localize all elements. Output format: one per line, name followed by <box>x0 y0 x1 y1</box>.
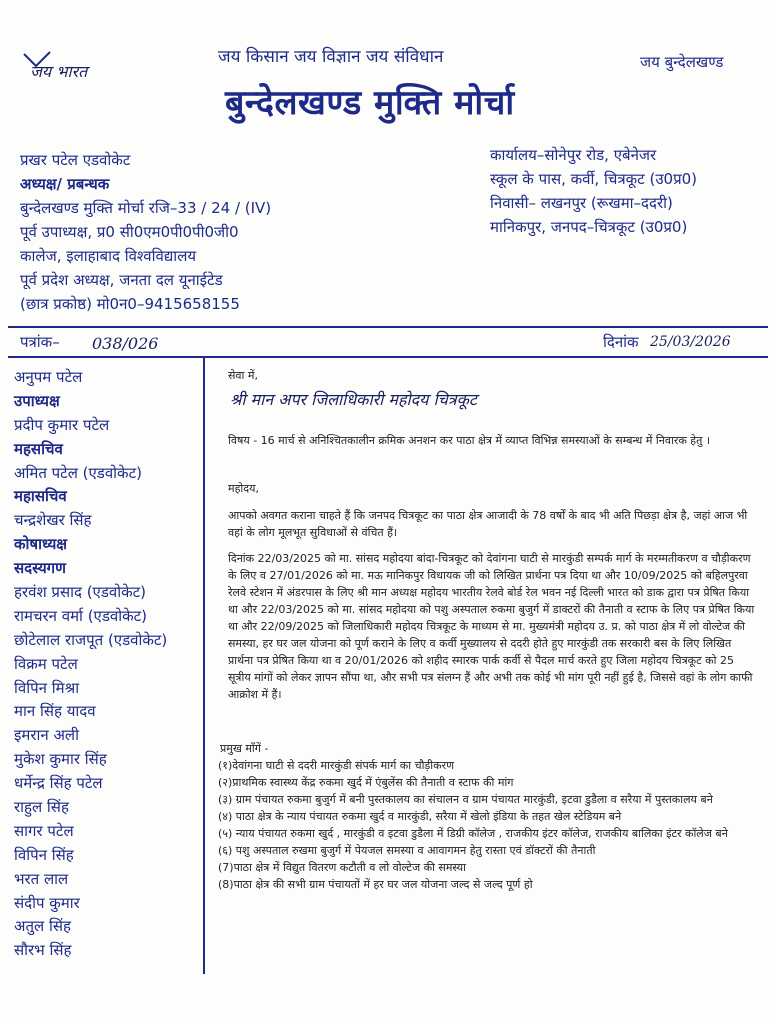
top-slogan: जय किसान जय विज्ञान जय संविधान <box>218 47 444 67</box>
patrank-value: 038/026 <box>92 334 159 353</box>
member-item: अनुपम पटेल <box>14 368 83 386</box>
sender-line: प्रखर पटेल एडवोकेट <box>20 151 131 169</box>
addressee: श्री मान अपर जिलाधिकारी महोदय चित्रकूट <box>230 390 477 409</box>
sender-line: (छात्र प्रकोष्ठ) मो0न0–9415658155 <box>20 295 240 313</box>
paragraph-history: दिनांक 22/03/2025 को मा. सांसद महोदया बांदा-चित्रकूट को देवांगना घाटी से मारकुंडी सम्पर्क मार्ग के मरम्मतीकरण व चौड़ीकरण के लिए व 27/01/2026 को मा. मऊ मानिकपुर विधायक जी को लिखित प्रार्थना पत्र दिया था और 10/09/2025 को बहिलपुरवा रेलवे स्टेशन में अंडरपास के लिए श्री मान अध्यक्ष महोदय भारतीय रेलवे बोर्ड रेल भवन नई दिल्ली भारत को डाक द्वारा पत्र प्रेषित किया था और 22/03/2025 को मा. सांसद महोदया को पशु अस्पताल रुकमा बुजुर्ग में डाक्टरों की तैनाती व स्टाफ के लिए पत्र प्रेषित किया था और 22/09/2025 को जिलाधिकारी महोदय चित्रकूट के माध्यम से मा. मुख्यमंत्री महोदय उ. प्र. को पाठा क्षेत्र में लो वोल्टेज की समस्या, हर घर जल योजना को पूर्ण कराने के लिए व कर्वी मुख्यालय से ददरी होते हुए मारकुंडी तक सरकारी बस के लिए लिखित प्रार्थना पत्र प्रेषित किया था व 20/01/2026 को शहीद स्मारक पार्क कर्वी से पैदल मार्च करते हुए जिला महोदय चित्रकूट को 25 सूत्रीय मांगों को लेकर ज्ञापन सौंपा था, और सभी पत्र संलग्न हैं और अभी तक कोई भी मांग पूरी नहीं हुई है, जिससे वहां के लोग काफी आक्रोश में हैं। <box>228 552 755 701</box>
member-item: रामचरन वर्मा (एडवोकेट) <box>14 606 148 625</box>
member-item: अमित पटेल (एडवोकेट) <box>14 463 142 482</box>
members-list <box>14 366 167 963</box>
member-item: विपिन मिश्रा <box>14 678 80 697</box>
greeting: महोदय, <box>228 482 259 495</box>
column-divider <box>203 356 205 974</box>
patrank-label: पत्रांक– <box>20 333 60 351</box>
member-item: छोटेलाल राजपूत (एडवोकेट) <box>14 630 168 649</box>
office-line: मानिकपुर, जनपद–चित्रकूट (उ0प्र0) <box>490 218 688 236</box>
demand-item: (४) पाठा क्षेत्र के न्याय पंचायत रुकमा खुर्द व मारकुंडी, सरैया में खेलो इंडिया के तहत खेल स्टेडियम बने <box>218 810 622 823</box>
demand-item: (7)पाठा क्षेत्र में विद्युत वितरण कटौती व लो वोल्टेज की समस्या <box>218 861 466 874</box>
office-line: निवासी– लखनपुर (रूखमा–ददरी) <box>490 194 673 212</box>
member-item: प्रदीप कुमार पटेल <box>14 415 110 434</box>
member-item: संदीप कुमार <box>14 893 80 912</box>
demand-item: (१)देवांगना घाटी से ददरी मारकुंडी संपर्क मार्ग का चौड़ीकरण <box>218 759 455 772</box>
member-item: हरवंश प्रसाद (एडवोकेट) <box>14 583 147 602</box>
salutation-to: सेवा में, <box>228 369 258 382</box>
sender-block <box>20 148 271 316</box>
member-item: धर्मेन्द्र सिंह पटेल <box>14 774 103 793</box>
date-value: 25/03/2026 <box>650 334 731 350</box>
sender-line: कालेज, इलाहाबाद विश्वविद्यालय <box>20 247 197 265</box>
office-block <box>490 143 697 239</box>
member-item: अतुल सिंह <box>14 917 71 936</box>
sender-line: पूर्व उपाध्यक्ष, प्र0 सी0एम0पी0पी0जी0 <box>20 223 239 241</box>
demand-item: (8)पाठा क्षेत्र की सभी ग्राम पंचायतों में हर घर जल योजना जल्द से जल्द पूर्ण हो <box>218 878 533 891</box>
sender-line: पूर्व प्रदेश अध्यक्ष, जनता दल यूनाईटेड <box>20 271 223 289</box>
right-slogan: जय बुन्देलखण्ड <box>640 53 724 71</box>
slogan-tick-mark <box>22 50 52 72</box>
demand-item: (२)प्राथमिक स्वास्थ्य केंद्र रुकमा खुर्द में एंबुलेंस की तैनाती व स्टाफ की मांग <box>218 776 514 789</box>
demand-item: (३) ग्राम पंचायत रुकमा बुजुर्ग में बनी पुस्तकालय का संचालन व ग्राम पंचायत मारकुंडी, इटवा डुडैला व सरैया में पुस्तकालय बने <box>218 793 713 806</box>
member-item: चन्द्रशेखर सिंह <box>14 511 92 530</box>
member-item: राहुल सिंह <box>14 798 69 817</box>
member-item: महसचिव <box>14 439 63 458</box>
date-label: दिनांक <box>603 333 639 351</box>
member-item: सौरभ सिंह <box>14 941 72 960</box>
subject-line: विषय - 16 मार्च से अनिश्चितकालीन क्रमिक अनशन कर पाठा क्षेत्र में व्याप्त विभिन्न समस्याओं के सम्बन्ध में निवारक हेतु । <box>228 434 711 447</box>
office-line: स्कूल के पास, कर्वी, चित्रकूट (उ0प्र0) <box>490 170 698 188</box>
member-item: भरत लाल <box>14 869 69 888</box>
office-line: कार्यालय–सोनेपुर रोड, एबेनेजर <box>490 146 657 164</box>
paragraph-intro: आपको अवगत कराना चाहते हैं कि जनपद चित्रकूट का पाठा क्षेत्र आजादी के 78 वर्षों के बाद भी अति पिछड़ा क्षेत्र है, जहां आज भी वहां के लोग मूलभूत सुविधाओं से वंचित हैं। <box>228 509 748 539</box>
demands-title: प्रमुख माँगें - <box>220 742 269 755</box>
member-item: इमरान अली <box>14 726 79 745</box>
organization-title: बुन्देलखण्ड मुक्ति मोर्चा <box>225 83 515 123</box>
demand-item: (५) न्याय पंचायत रुकमा खुर्द , मारकुंडी व इटवा डुडैला में डिग्री कॉलेज , राजकीय इंटर कॉलेज, राजकीय बालिका इंटर कॉलेज बने <box>218 827 728 840</box>
member-item: सदस्यगण <box>14 559 66 578</box>
sender-line: बुन्देलखण्ड मुक्ति मोर्चा रजि–33 / 24 / (IV) <box>20 199 272 217</box>
member-item: महासचिव <box>14 487 67 506</box>
member-item: मान सिंह यादव <box>14 702 96 721</box>
member-item: सागर पटेल <box>14 821 74 840</box>
demands-list <box>218 757 753 893</box>
sender-line: अध्यक्ष/ प्रबन्धक <box>20 175 110 193</box>
member-item: विपिन सिंह <box>14 845 74 864</box>
divider-bottom <box>8 356 768 358</box>
member-item: कोषाध्यक्ष <box>14 535 68 554</box>
demand-item: (६) पशु अस्पताल रुखमा बुजुर्ग में पेयजल समस्या व आवागमन हेतु रास्ता एवं डॉक्टरों की तैनाती <box>218 844 596 857</box>
member-item: उपाध्यक्ष <box>14 391 60 410</box>
left-slogan: जय भारत <box>30 62 88 81</box>
member-item: मुकेश कुमार सिंह <box>14 750 107 769</box>
divider-top <box>8 326 768 328</box>
member-item: विक्रम पटेल <box>14 654 78 673</box>
